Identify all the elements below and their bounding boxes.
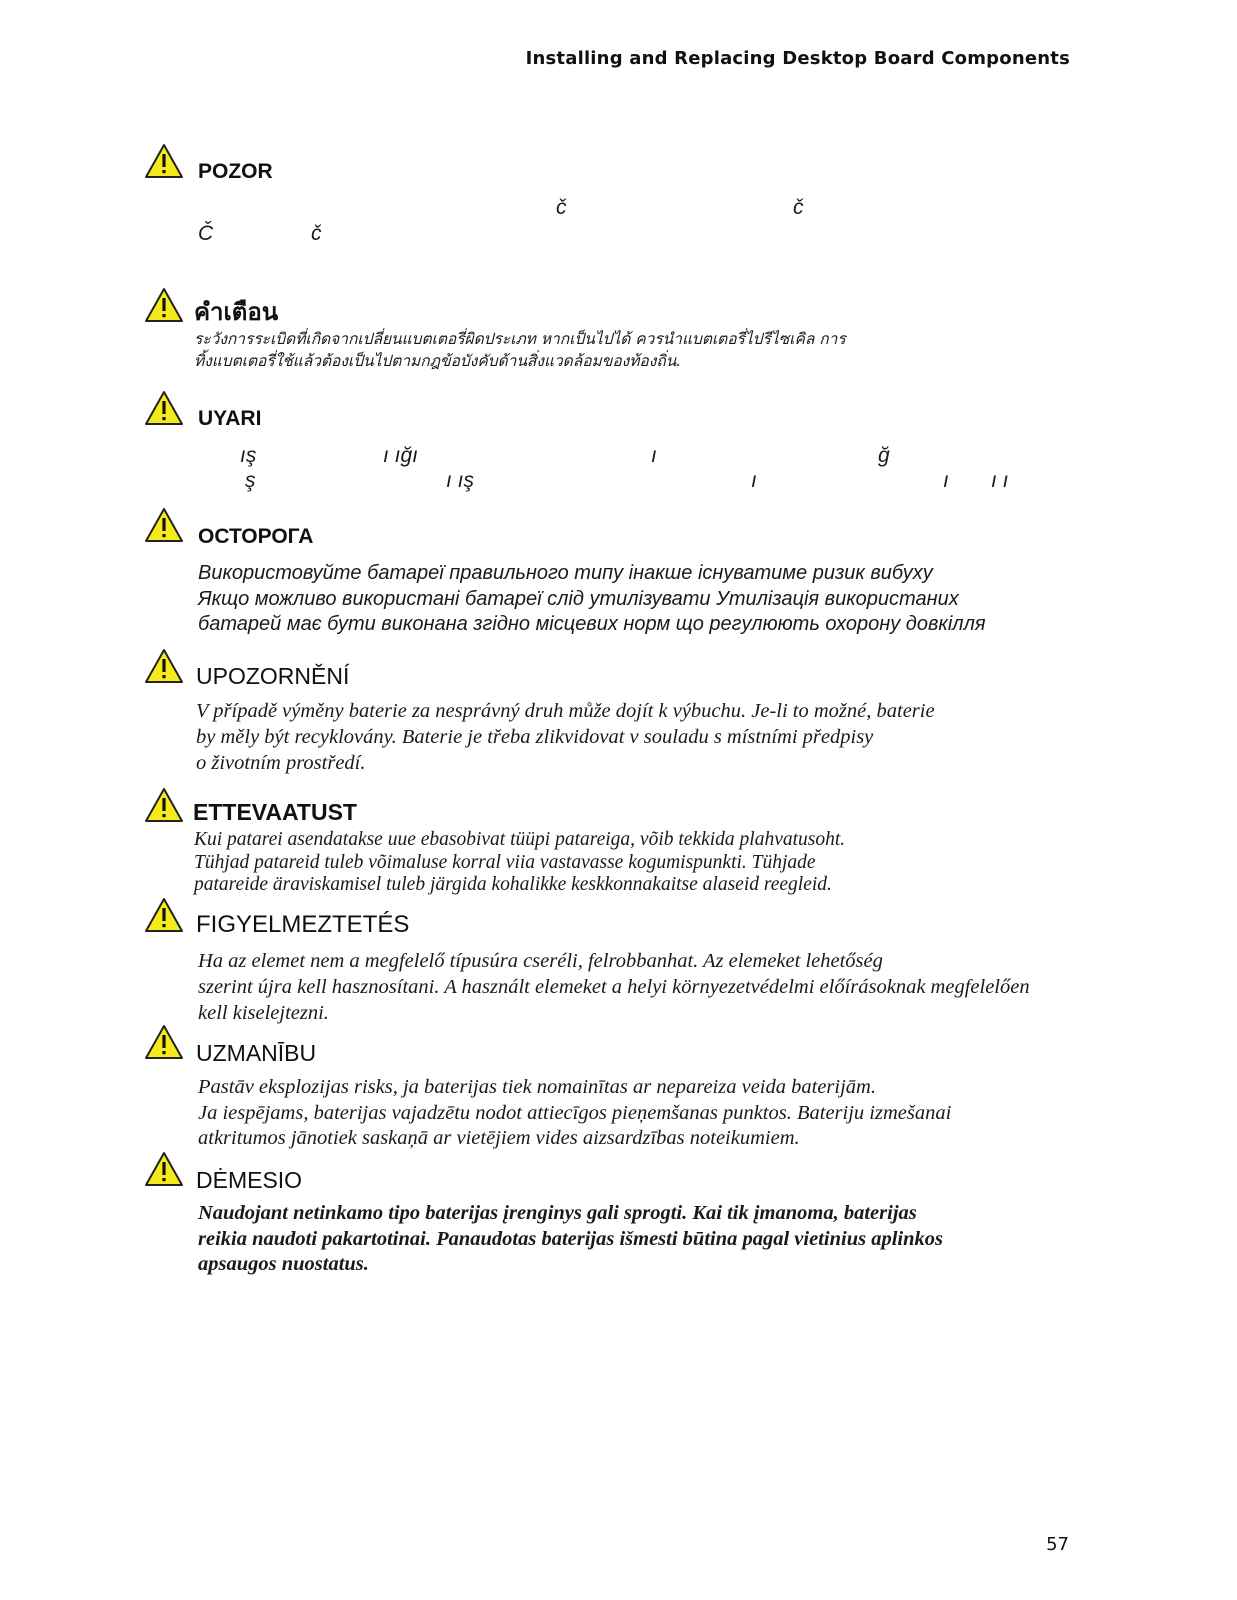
warning-title-thai: คำเตือน xyxy=(194,298,279,326)
warning-body-demesio xyxy=(198,1201,943,1278)
text-fragment: ış xyxy=(240,444,257,467)
text-fragment: č xyxy=(311,222,322,245)
body-line: ทิ้งแบตเตอรี่ใช้แล้วต้องเป็นไปตามกฎข้อบังคับด้านสิ่งแวดล้อมของท้องถิ่น. xyxy=(194,352,682,370)
warning-body-figyelmeztetes xyxy=(198,948,1030,1026)
warning-body-ettevaatust xyxy=(194,829,845,897)
warning-title-uyari: UYARI xyxy=(198,407,262,430)
text-fragment: Č xyxy=(198,222,214,245)
body-line: Використовуйте батареї правильного типу інакше існуватиме ризик вибуху xyxy=(198,562,933,584)
warning-title-ostoroga: ОСТОРОГА xyxy=(198,525,314,548)
text-fragment: č xyxy=(556,196,567,219)
text-fragment: ı xyxy=(943,469,949,492)
body-line: kell kiselejtezni. xyxy=(198,1002,329,1024)
warning-triangle-icon xyxy=(144,787,184,823)
warning-body-ostoroga xyxy=(198,561,986,638)
text-fragment: ı xyxy=(751,469,757,492)
body-line: Naudojant netinkamo tipo baterijas įrenginys gali sprogti. Kai tik įmanoma, baterijas xyxy=(198,1202,917,1224)
body-line: ระวังการระเบิดที่เกิดจากเปลี่ยนแบตเตอรี่ผิดประเภท หากเป็นไปได้ ควรนำแบตเตอรี่ไปรีไซเคิล การ xyxy=(194,330,846,348)
warning-triangle-icon xyxy=(144,648,184,684)
warning-title-figyelmeztetes: FIGYELMEZTETÉS xyxy=(196,911,410,938)
body-line: o životním prostředí. xyxy=(196,752,366,774)
body-line: батарей має бути виконана згідно місцевих норм що регулюють охорону довкілля xyxy=(198,613,986,635)
text-fragment: ı ış xyxy=(446,469,475,492)
warning-body-thai xyxy=(194,328,846,372)
warning-title-upozorneni: UPOZORNĚNÍ xyxy=(196,663,350,689)
warning-title-demesio: DĖMESIO xyxy=(196,1167,303,1193)
body-line: V případě výměny baterie za nesprávný druh může dojít k výbuchu. Je-li to možné, baterie xyxy=(196,700,935,722)
body-line: patareide äraviskamisel tuleb järgida kohalikke keskkonnakaitse alaseid reegleid. xyxy=(194,874,832,895)
body-line: reikia naudoti pakartotinai. Panaudotas baterijas išmesti būtina pagal vietinius aplinkos xyxy=(198,1227,943,1250)
warning-triangle-icon xyxy=(144,287,184,323)
warning-triangle-icon xyxy=(144,1151,184,1187)
page-number: 57 xyxy=(1046,1534,1069,1555)
warning-triangle-icon xyxy=(144,897,184,933)
warning-body-uzmanibu xyxy=(198,1075,951,1152)
body-line: atkritumos jānotiek saskaņā ar vietējiem vides aizsardzības noteikumiem. xyxy=(198,1127,800,1149)
warning-triangle-icon xyxy=(144,390,184,426)
warning-title-uzmanibu: UZMANĪBU xyxy=(196,1040,317,1066)
text-fragment: ğ xyxy=(878,444,890,467)
warning-triangle-icon xyxy=(144,143,184,179)
body-line: Ha az elemet nem a megfelelő típusúra cseréli, felrobbanhat. Az elemeket lehetőség xyxy=(198,950,883,972)
warning-body-upozorneni xyxy=(196,698,935,776)
warning-triangle-icon xyxy=(144,1024,184,1060)
text-fragment: ı xyxy=(651,444,657,467)
body-line: Kui patarei asendatakse uue ebasobivat tüüpi patareiga, võib tekkida plahvatusoht. xyxy=(194,829,846,850)
text-fragment: ş xyxy=(245,469,256,492)
body-line: Pastāv eksplozijas risks, ja baterijas tiek nomainītas ar nepareiza veida baterijām. xyxy=(198,1076,876,1098)
body-line: Якщо можливо використані батареї слід утилізувати Утилізація використаних xyxy=(198,587,959,610)
warning-title-pozor: POZOR xyxy=(198,160,273,183)
warning-title-ettevaatust: ETTEVAATUST xyxy=(193,799,357,825)
body-line: Ja iespējams, baterijas vajadzētu nodot attiecīgos pieņemšanas punktos. Bateriju izmešanai xyxy=(198,1101,952,1124)
body-line: szerint újra kell hasznosítani. A használt elemeket a helyi környezetvédelmi előírásoknak megfelelően xyxy=(198,976,1030,998)
text-fragment: ı ığı xyxy=(383,444,419,467)
body-line: by měly být recyklovány. Baterie je třeba zlikvidovat v souladu s místními předpisy xyxy=(196,726,874,748)
warning-triangle-icon xyxy=(144,507,184,543)
body-line: Tühjad patareid tuleb võimaluse korral viia vastavasse kogumispunkti. Tühjade xyxy=(194,851,816,873)
text-fragment: č xyxy=(793,196,804,219)
text-fragment: ı ı xyxy=(991,469,1009,492)
body-line: apsaugos nuostatus. xyxy=(198,1253,369,1275)
running-header: Installing and Replacing Desktop Board Components xyxy=(525,48,1070,69)
